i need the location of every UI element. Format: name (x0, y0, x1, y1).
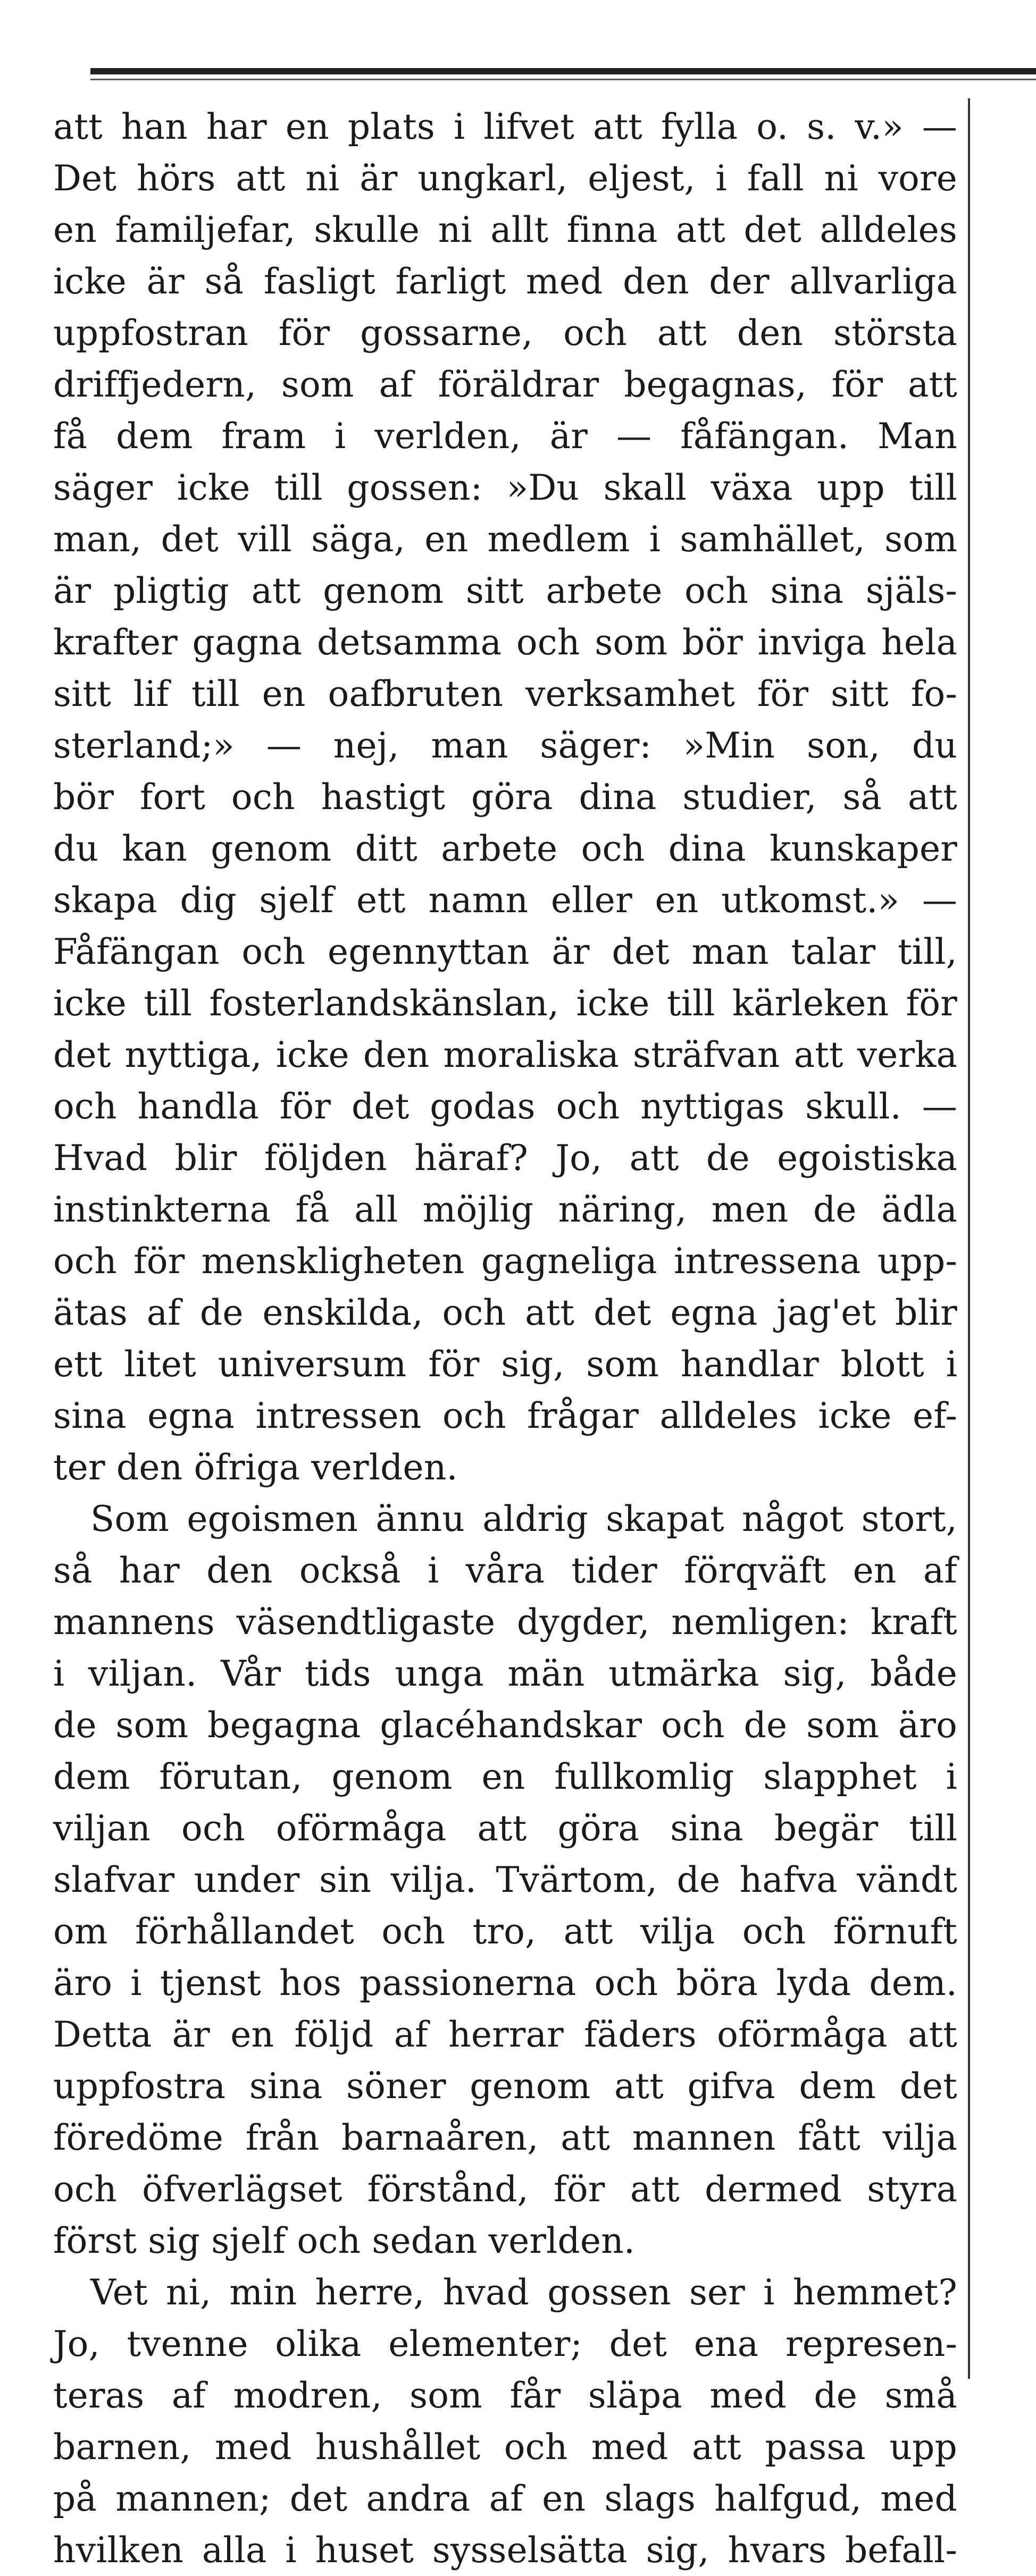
text-line: krafter gagna detsamma och som bör inviga hela (53, 622, 957, 663)
text-line: hvilken alla i huset sysselsätta sig, hvars befall- (53, 2530, 957, 2571)
text-line: så har den också i våra tider förqväft en af (53, 1550, 957, 1591)
text-line: säger icke till gossen: »Du skall växa upp till (53, 467, 957, 508)
text-line: Fåfängan och egennyttan är det man talar till, (53, 931, 957, 972)
text-line: dem förutan, genom en fullkomlig slapphet i (53, 1756, 957, 1797)
text-line: om förhållandet och tro, att vilja och förnuft (53, 1911, 957, 1952)
text-line: i viljan. Vår tids unga män utmärka sig, både (53, 1653, 957, 1694)
text-line: uppfostra sina söner genom att gifva dem det (53, 2066, 957, 2107)
top-rule-thin (90, 79, 1036, 80)
text-line: teras af modren, som får släpa med de små (53, 2375, 957, 2416)
text-line: och handla för det godas och nyttigas skull. — (53, 1086, 957, 1127)
text-line: sitt lif till en oafbruten verksamhet för sitt fo- (53, 674, 957, 714)
text-line: sina egna intressen och frågar alldeles icke ef- (53, 1395, 957, 1436)
text-line: äro i tjenst hos passionerna och böra lyda dem. (53, 1963, 957, 2003)
column-right-rule (968, 98, 970, 2379)
text-line: icke till fosterlandskänslan, icke till kärleken för (53, 983, 957, 1024)
text-line: icke är så fasligt farligt med den der allvarliga (53, 261, 957, 302)
text-line: föredöme från barnaåren, att mannen fått vilja (53, 2117, 957, 2158)
text-line: få dem fram i verlden, är — fåfängan. Man (53, 416, 957, 457)
text-line: instinkterna få all möjlig näring, men de ädla (53, 1189, 957, 1230)
text-line: ett litet universum för sig, som handlar blott i (53, 1344, 957, 1385)
text-line: de som begagna glacéhandskar och de som äro (53, 1705, 957, 1746)
text-line: man, det vill säga, en medlem i samhället, som (53, 519, 957, 560)
text-line: barnen, med hushållet och med att passa upp (53, 2427, 957, 2468)
text-line: viljan och oförmåga att göra sina begär till (53, 1808, 957, 1849)
text-line: skapa dig sjelf ett namn eller en utkomst.» — (53, 880, 957, 921)
text-line: du kan genom ditt arbete och dina kunskaper (53, 828, 957, 869)
text-line: Detta är en följd af herrar fäders oförmåga att (53, 2014, 957, 2055)
text-line: ter den öfriga verlden. (53, 1447, 458, 1488)
text-line: och öfverlägset förstånd, för att dermed styra (53, 2169, 957, 2210)
text-line: en familjefar, skulle ni allt finna att det alldeles (53, 209, 957, 250)
text-line: först sig sjelf och sedan verlden. (53, 2220, 635, 2261)
text-line: Som egoismen ännu aldrig skapat något stort, (90, 1499, 957, 1539)
text-line: Hvad blir följden häraf? Jo, att de egoistiska (53, 1138, 957, 1178)
text-line: Jo, tvenne olika elementer; det ena represen- (53, 2324, 957, 2364)
text-column (53, 101, 957, 2576)
paragraph-3 (53, 2267, 957, 2576)
text-line: Det hörs att ni är ungkarl, eljest, i fall ni vore (53, 158, 957, 199)
text-line: ätas af de enskilda, och att det egna jag'et blir (53, 1292, 957, 1333)
text-line: driffjedern, som af föräldrar begagnas, för att (53, 364, 957, 405)
text-line: bör fort och hastigt göra dina studier, så att (53, 777, 957, 818)
text-line: slafvar under sin vilja. Tvärtom, de hafva vändt (53, 1859, 957, 1900)
text-line: Vet ni, min herre, hvad gossen ser i hemmet? (90, 2272, 957, 2313)
text-line: mannens väsendtligaste dygder, nemligen: kraft (53, 1602, 957, 1643)
paragraph-2 (53, 1493, 957, 2267)
text-line: det nyttiga, icke den moraliska sträfvan att verka (53, 1034, 957, 1075)
text-line: att han har en plats i lifvet att fylla o. s. v.» — (53, 106, 957, 147)
text-line: är pligtig att genom sitt arbete och sina själs- (53, 570, 957, 611)
text-line: och för menskligheten gagneliga intressena upp- (53, 1241, 957, 1282)
text-line: uppfostran för gossarne, och att den största (53, 313, 957, 353)
paragraph-1 (53, 101, 957, 1493)
text-line: sterland;» — nej, man säger: »Min son, du (53, 725, 957, 766)
text-line: på mannen; det andra af en slags halfgud, med (53, 2478, 957, 2519)
top-rule (90, 68, 1036, 74)
